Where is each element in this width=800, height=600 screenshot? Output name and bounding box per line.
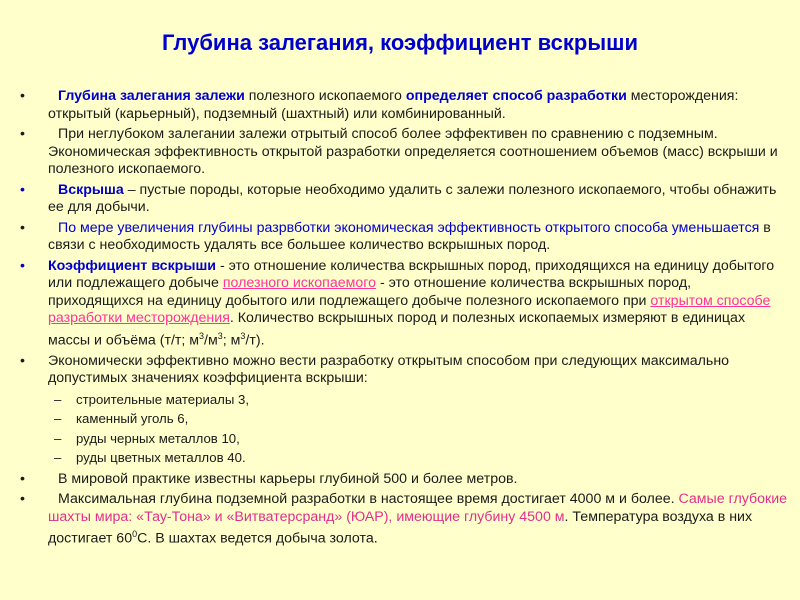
dash-icon: – [54, 450, 62, 466]
deepest-mines-statement: Самые глубокие шахты мира: «Тау-Тона» и «Витватерсранд» (ЮАР), имеющие глубину 4500 м [48, 491, 788, 525]
bullet-item-economic-limits: • Экономически эффективно можно вести разработку открытым способом при следующих максимально допустимых значениях коэффициента вскрыши: [20, 352, 730, 387]
bullet-item-deepest-mines: • Максимальная глубина подземной разработки в настоящее время достигает 4000 м и более. Самые глубокие шахты мира: «Тау-Тона» и «Витватерсранд» (ЮАР), имеющие глубину 4500 м. Температура воздуха в них достигает $60^0С$. В шахтах ведется добыча золота. [20, 491, 788, 547]
dash-icon: – [54, 391, 62, 407]
bullet-icon: • [20, 491, 25, 508]
efficiency-statement: По мере увеличения глубины разрвботки экономическая эффективность открытого способа уменьшается [58, 219, 760, 236]
link-open-pit-method[interactable]: открытом способе разработки месторождения [48, 292, 771, 326]
term-method: определяет способ разработки [405, 88, 627, 104]
bullet-icon: • [20, 257, 25, 274]
bullet-icon: • [20, 181, 25, 198]
slide-title: Глубина залегания, коэффициент вскрыши [162, 30, 638, 55]
bullet-item-ratio: • Коэффициент вскрыши - это отношение количества вскрышных пород, приходящихся на единицу добытого или подлежащего добыче полезного ископаемого - это отношение количества вскрышных пород, приходящихся на единицу добытого или подлежащего добыче полезного ископаемого при открытом способе разработки месторождения. Количество вскрышных пород и полезных ископаемых измеряют в единицах массы и объёма (т/т; $м^3/м^3$; $м^3/т$). [20, 257, 775, 349]
bullet-icon: • [20, 88, 25, 104]
bullet-item-shallow: • При неглубоком залегании залежи отрытый способ более эффективен по сравнению с подземным. Экономическая эффективность открытой разработки определяется соотношением объемов (масс) вскрыши и полезного ископаемого. [20, 126, 778, 177]
bullet-icon: • [20, 126, 25, 142]
bullet-item-quarries: • В мировой практике известны карьеры глубиной 500 и более метров. [20, 470, 518, 487]
sub-item-building-materials: – строительные материалы 3, [54, 391, 249, 407]
term-depth: Глубина залегания залежи [58, 88, 245, 104]
bullet-icon: • [20, 470, 25, 487]
dash-icon: – [54, 430, 62, 446]
bullet-item-efficiency: • По мере увеличения глубины разрвботки экономическая эффективность открытого способа уменьшается в связи с необходимость удалять все большее количество вскрышных пород. [20, 219, 771, 253]
bullet-icon: • [20, 352, 25, 369]
term-overburden: Вскрыша [58, 181, 124, 198]
bullet-icon: • [20, 219, 25, 236]
link-mineral[interactable]: полезного ископаемого [222, 275, 377, 291]
bullet-item-overburden: • Вскрыша – пустые породы, которые необходимо удалить с залежи полезного ископаемого, чтобы обнажить ее для добычи. [20, 181, 777, 215]
sub-item-nonferrous-ores: – руды цветных металлов 40. [54, 450, 246, 466]
sub-item-ferrous-ores: – руды черных металлов 10, [54, 430, 240, 446]
term-stripping-ratio: Коэффициент вскрыши [48, 257, 217, 274]
dash-icon: – [54, 411, 62, 427]
slide-content [18, 88, 788, 551]
bullet-item-depth: • Глубина залегания залежи полезного ископаемого определяет способ разработки месторождения: открытый (карьерный), подземный (шахтный) или комбинированный. [20, 88, 739, 122]
sub-item-coal: – каменный уголь 6, [54, 411, 189, 427]
